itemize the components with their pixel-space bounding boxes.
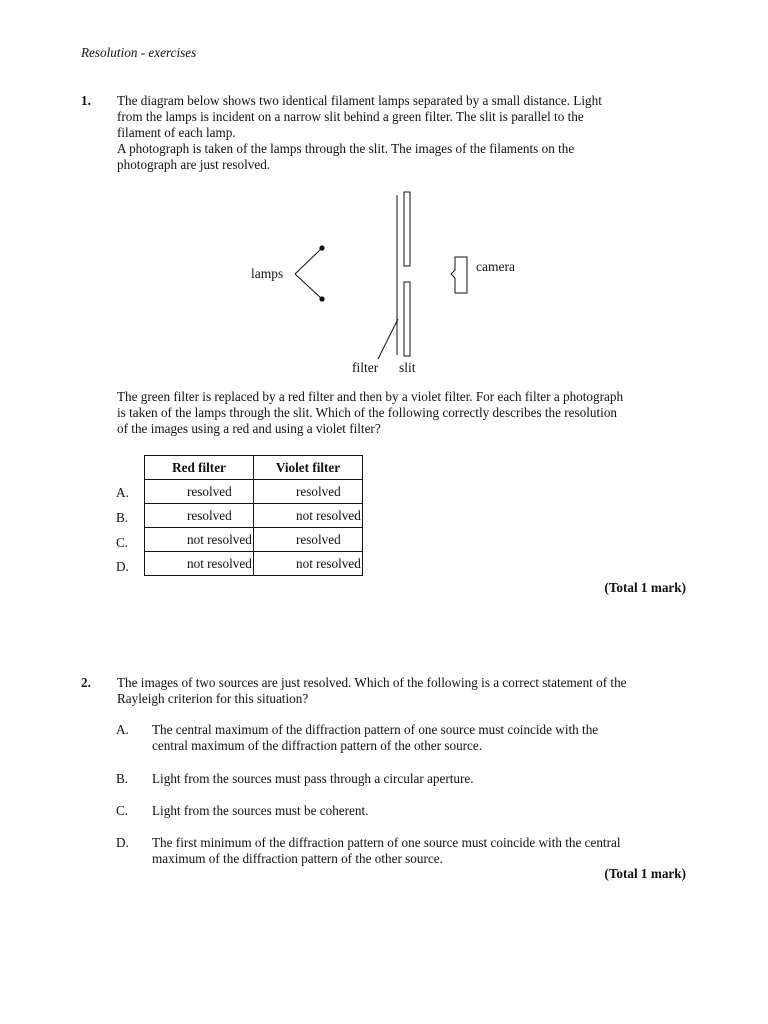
option-b-text	[152, 771, 672, 787]
red-filter-header: Red filter	[145, 456, 254, 480]
q2-total-mark: (Total 1 mark)	[604, 866, 686, 881]
lamp-lower-dot	[319, 296, 324, 301]
violet-filter-header: Violet filter	[254, 456, 363, 480]
option-line: maximum of the diffraction pattern of the other source.	[152, 851, 443, 866]
lamps-label: lamps	[251, 266, 284, 281]
red-cell: resolved	[145, 504, 254, 528]
slit-upper-plate	[404, 192, 410, 266]
question-1-intro	[117, 93, 657, 173]
option-c-text	[152, 803, 672, 819]
option-line: Light from the sources must pass through a circular aperture.	[152, 771, 474, 786]
violet-cell: not resolved	[254, 552, 363, 576]
table-row	[145, 504, 363, 528]
q1-question-line: of the images using a red and using a violet filter?	[117, 421, 381, 436]
row-letter: D.	[116, 559, 129, 574]
red-cell: resolved	[145, 480, 254, 504]
answer-table	[144, 455, 363, 576]
lamp-lower-line	[295, 274, 322, 299]
q1-intro-line: photograph are just resolved.	[117, 157, 271, 172]
violet-cell: resolved	[254, 480, 363, 504]
question-2-text	[117, 675, 657, 707]
question-1-text	[117, 389, 657, 437]
q1-intro-line: from the lamps is incident on a narrow slit behind a green filter. The slit is parallel to the	[117, 109, 584, 124]
option-letter: A.	[116, 722, 129, 737]
q1-intro-line: A photograph is taken of the lamps through the slit. The images of the filaments on the	[117, 141, 575, 156]
option-letter: D.	[116, 835, 129, 850]
row-letter: B.	[116, 510, 129, 525]
slit-lower-plate	[404, 282, 410, 356]
page-title: Resolution - exercises	[81, 45, 197, 60]
camera-shape	[451, 257, 467, 293]
option-line: Light from the sources must be coherent.	[152, 803, 369, 818]
option-letter: B.	[116, 771, 129, 786]
lamps-slit-diagram	[0, 185, 768, 380]
filter-pointer	[378, 319, 398, 359]
filter-label: filter	[352, 360, 379, 375]
q2-question-line: Rayleigh criterion for this situation?	[117, 691, 309, 706]
red-cell: not resolved	[145, 528, 254, 552]
camera-label: camera	[476, 259, 515, 274]
option-line: central maximum of the diffraction pattern of the other source.	[152, 738, 483, 753]
lamp-upper-dot	[319, 245, 324, 250]
row-letter: C.	[116, 535, 129, 550]
table-row	[145, 552, 363, 576]
option-a-text	[152, 722, 672, 754]
q1-question-line: is taken of the lamps through the slit. Which of the following correctly describes the resolution	[117, 405, 618, 420]
q1-intro-line: filament of each lamp.	[117, 125, 236, 140]
table-row	[145, 528, 363, 552]
lamp-upper-line	[295, 248, 322, 274]
option-letter: C.	[116, 803, 129, 818]
q1-question-line: The green filter is replaced by a red filter and then by a violet filter. For each filter a photograph	[117, 389, 624, 404]
table-header-row	[145, 456, 363, 480]
table-row	[145, 480, 363, 504]
question-1-number: 1.	[81, 93, 91, 108]
violet-cell: resolved	[254, 528, 363, 552]
option-line: The central maximum of the diffraction pattern of one source must coincide with the	[152, 722, 599, 737]
red-cell: not resolved	[145, 552, 254, 576]
option-d-text	[152, 835, 672, 867]
option-line: The first minimum of the diffraction pattern of one source must coincide with the central	[152, 835, 621, 850]
q1-intro-line: The diagram below shows two identical filament lamps separated by a small distance. Light	[117, 93, 602, 108]
slit-label: slit	[399, 360, 416, 375]
question-2-number: 2.	[81, 675, 91, 690]
diagram-drawing	[0, 185, 768, 380]
q1-total-mark: (Total 1 mark)	[604, 580, 686, 595]
violet-cell: not resolved	[254, 504, 363, 528]
q2-question-line: The images of two sources are just resolved. Which of the following is a correct statement of the	[117, 675, 627, 690]
row-letter: A.	[116, 485, 129, 500]
